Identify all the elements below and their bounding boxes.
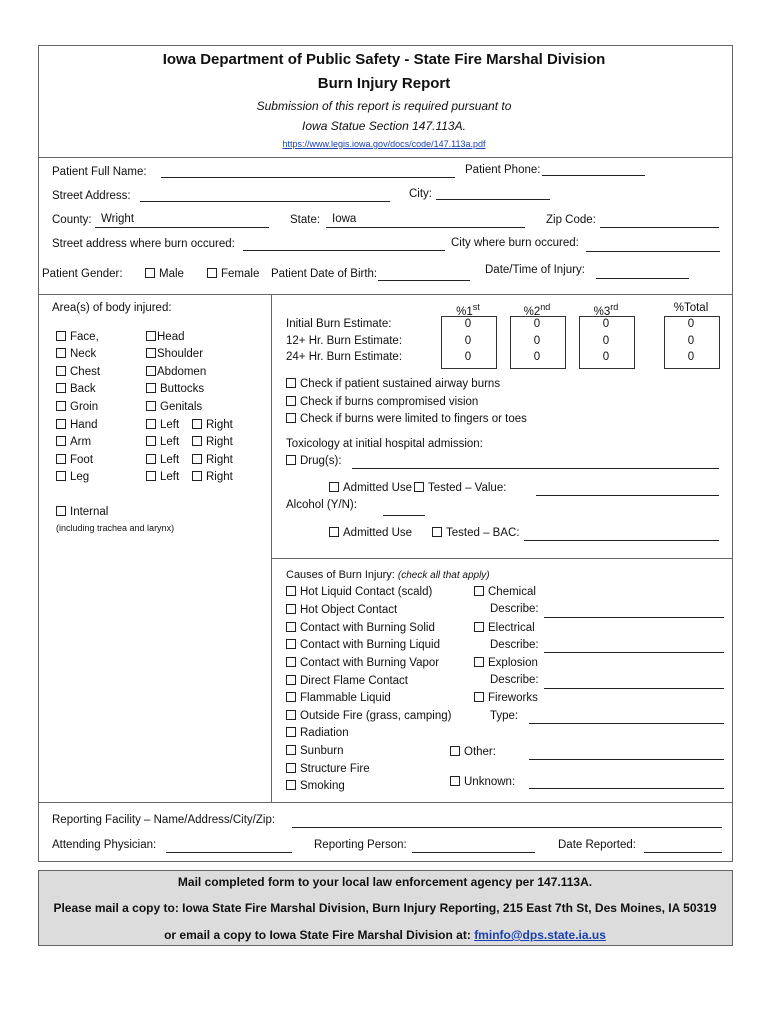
body-area-label: Groin — [70, 401, 99, 413]
cause-label: Outside Fire (grass, camping) — [300, 710, 452, 722]
estimate-value[interactable]: 0 — [602, 335, 610, 347]
body-area-label: Buttocks — [160, 383, 205, 395]
body-area-checkbox[interactable] — [146, 436, 156, 446]
body-area-option[interactable] — [56, 419, 98, 431]
zip-field[interactable] — [600, 227, 719, 228]
street-address-field[interactable] — [140, 201, 390, 202]
cause-label: Hot Object Contact — [300, 604, 398, 616]
reporting-facility-field[interactable] — [292, 827, 722, 828]
body-area-right-option[interactable] — [192, 471, 233, 483]
other-label: Other: — [464, 746, 496, 758]
fingers-toes-label: Check if burns were limited to fingers or toes — [300, 413, 527, 425]
body-area-option[interactable] — [56, 436, 91, 448]
check-fingers-toes[interactable] — [286, 413, 527, 425]
reporting-person-field[interactable] — [412, 852, 535, 853]
drug-admitted-option[interactable] — [329, 482, 412, 494]
cause-unknown[interactable] — [450, 776, 515, 788]
cause-option[interactable] — [286, 763, 370, 775]
cause-label: Radiation — [300, 727, 349, 739]
dob-label: Patient Date of Birth: — [271, 268, 378, 280]
cause-checkbox[interactable] — [286, 710, 296, 720]
body-area-checkbox[interactable] — [56, 454, 66, 464]
body-area-checkbox[interactable] — [56, 383, 66, 393]
body-area-option[interactable] — [56, 348, 96, 360]
drugs-option[interactable] — [286, 455, 342, 467]
gender-male-option[interactable] — [145, 268, 184, 280]
body-area-checkbox[interactable] — [146, 366, 156, 376]
patient-phone-field[interactable] — [542, 175, 645, 176]
date-reported-field[interactable] — [644, 852, 722, 853]
col-header-2nd-text: %2 — [523, 305, 541, 318]
cause-explosion[interactable] — [474, 657, 538, 669]
cause-checkbox[interactable] — [286, 745, 296, 755]
cause-label: Hot Liquid Contact (scald) — [300, 586, 433, 598]
burn-street-field[interactable] — [243, 250, 445, 251]
body-area-checkbox[interactable] — [56, 471, 66, 481]
body-area-option[interactable] — [146, 366, 206, 378]
electrical-label: Electrical — [488, 622, 535, 634]
cause-label: Contact with Burning Solid — [300, 622, 435, 634]
cause-checkbox[interactable] — [286, 763, 296, 773]
cause-option[interactable] — [286, 780, 345, 792]
body-area-label: Abdomen — [157, 366, 207, 378]
body-area-checkbox[interactable] — [146, 471, 156, 481]
unknown-field[interactable] — [529, 788, 724, 789]
drugs-label: Drug(s): — [300, 455, 342, 467]
body-area-option[interactable] — [146, 383, 204, 395]
county-field[interactable] — [95, 227, 269, 228]
other-field[interactable] — [529, 759, 724, 760]
cause-option[interactable] — [286, 727, 349, 739]
statute-link[interactable]: https://www.legis.iowa.gov/docs/code/147.113a.pdf — [282, 139, 486, 149]
col-header-2nd-sup: nd — [540, 302, 551, 312]
col-header-1st-text: %1 — [456, 305, 473, 318]
reporting-person-label: Reporting Person: — [314, 839, 407, 851]
body-area-internal[interactable] — [56, 506, 108, 518]
cause-label: Contact with Burning Vapor — [300, 657, 440, 669]
street-address-label: Street Address: — [52, 190, 131, 202]
gender-female-option[interactable] — [207, 268, 259, 280]
male-label: Male — [159, 268, 184, 280]
mail-instruction-1: Mail completed form to your local law enforcement agency per 147.113A. — [177, 875, 593, 889]
estimate-value[interactable]: 0 — [687, 335, 695, 347]
col-header-total: %Total — [673, 302, 709, 314]
burn-street-label: Street address where burn occured: — [52, 238, 235, 250]
body-area-option[interactable] — [56, 471, 89, 483]
drugs-field[interactable] — [352, 468, 719, 469]
right-label: Right — [206, 419, 233, 431]
internal-note: (including trachea and larynx) — [56, 523, 175, 533]
body-area-label: Arm — [70, 436, 92, 448]
email-link[interactable]: fminfo@dps.state.ia.us — [474, 928, 606, 942]
body-area-checkbox[interactable] — [146, 401, 156, 411]
burn-city-field[interactable] — [586, 251, 720, 252]
estimate-value[interactable]: 0 — [533, 318, 541, 330]
fireworks-label: Fireworks — [488, 692, 538, 704]
airway-checkbox[interactable] — [286, 378, 296, 388]
cause-other[interactable] — [450, 746, 496, 758]
body-area-label: Face, — [70, 331, 99, 343]
state-label: State: — [290, 214, 321, 226]
cause-option[interactable] — [286, 692, 391, 704]
body-area-option[interactable] — [56, 383, 96, 395]
col-header-1st-sup: st — [472, 302, 480, 312]
email-prefix: or email a copy to Iowa State Fire Marshal Division at: — [164, 928, 471, 942]
right-label: Right — [206, 471, 233, 483]
divider-causes — [271, 558, 732, 559]
bac-field[interactable] — [524, 540, 719, 541]
body-area-label: Leg — [70, 471, 90, 483]
other-checkbox[interactable] — [450, 746, 460, 756]
patient-phone-label: Patient Phone: — [465, 164, 541, 176]
estimate-value[interactable]: 0 — [687, 318, 695, 330]
body-area-label: Left — [160, 454, 180, 466]
state-value[interactable]: Iowa — [332, 213, 357, 225]
patient-name-label: Patient Full Name: — [52, 166, 147, 178]
chemical-describe-label: Describe: — [490, 603, 539, 615]
estimate-row-label: 12+ Hr. Burn Estimate: — [286, 335, 403, 347]
date-reported-label: Date Reported: — [558, 839, 636, 851]
body-area-checkbox[interactable] — [56, 366, 66, 376]
city-label: City: — [409, 188, 432, 200]
estimate-row-label: Initial Burn Estimate: — [286, 318, 392, 330]
unknown-checkbox[interactable] — [450, 776, 460, 786]
explosion-checkbox[interactable] — [474, 657, 484, 667]
drug-admitted-checkbox[interactable] — [329, 482, 339, 492]
cause-label: Direct Flame Contact — [300, 675, 409, 687]
alcohol-label: Alcohol (Y/N): — [286, 499, 357, 511]
estimate-value[interactable]: 0 — [464, 351, 472, 363]
gender-label: Patient Gender: — [42, 268, 123, 280]
body-area-label: Back — [70, 383, 96, 395]
burn-city-label: City where burn occured: — [451, 237, 579, 249]
form-subtitle: Burn Injury Report — [317, 75, 451, 92]
alcohol-admitted-label: Admitted Use — [343, 527, 413, 539]
body-area-label: Neck — [70, 348, 97, 360]
cause-option[interactable] — [286, 622, 435, 634]
electrical-checkbox[interactable] — [474, 622, 484, 632]
body-area-checkbox[interactable] — [56, 401, 66, 411]
body-area-right-option[interactable] — [192, 454, 233, 466]
alcohol-tested-label: Tested – BAC: — [446, 527, 520, 539]
cause-checkbox[interactable] — [286, 727, 296, 737]
body-area-label: Head — [157, 331, 185, 343]
physician-field[interactable] — [166, 852, 292, 853]
right-checkbox[interactable] — [192, 471, 202, 481]
body-area-label: Left — [160, 471, 180, 483]
physician-label: Attending Physician: — [52, 839, 157, 851]
right-label: Right — [206, 454, 233, 466]
drugs-checkbox[interactable] — [286, 455, 296, 465]
divider-patient — [38, 294, 732, 295]
body-area-option[interactable] — [146, 454, 179, 466]
body-area-checkbox[interactable] — [146, 419, 156, 429]
col-header-3rd-text: %3 — [593, 305, 611, 318]
estimate-value[interactable]: 0 — [464, 318, 472, 330]
body-area-checkbox[interactable] — [56, 419, 66, 429]
vision-label: Check if burns compromised vision — [300, 396, 479, 408]
body-area-option[interactable] — [146, 419, 179, 431]
body-area-option[interactable] — [56, 331, 99, 343]
body-area-label: Left — [160, 436, 180, 448]
female-checkbox[interactable] — [207, 268, 217, 278]
drug-tested-label: Tested – Value: — [428, 482, 507, 494]
estimate-value[interactable]: 0 — [464, 335, 472, 347]
chemical-checkbox[interactable] — [474, 586, 484, 596]
explosion-label: Explosion — [488, 657, 538, 669]
alcohol-field[interactable] — [383, 515, 425, 516]
reporting-facility-label: Reporting Facility – Name/Address/City/Zip: — [52, 814, 276, 826]
body-area-option[interactable] — [146, 436, 179, 448]
chemical-describe-field[interactable] — [544, 617, 724, 618]
body-area-option[interactable] — [56, 401, 98, 413]
state-field[interactable] — [326, 227, 525, 228]
body-area-option[interactable] — [56, 366, 100, 378]
estimate-value[interactable]: 0 — [533, 335, 541, 347]
county-value[interactable]: Wright — [101, 213, 135, 225]
county-label: County: — [52, 214, 92, 226]
cause-checkbox[interactable] — [286, 675, 296, 685]
chemical-label: Chemical — [488, 586, 536, 598]
cause-checkbox[interactable] — [286, 622, 296, 632]
causes-title-text: Causes of Burn Injury: — [286, 569, 395, 581]
explosion-describe-field[interactable] — [544, 688, 724, 689]
cause-label: Sunburn — [300, 745, 344, 757]
body-area-option[interactable] — [146, 331, 185, 343]
male-checkbox[interactable] — [145, 268, 155, 278]
body-area-label: Shoulder — [157, 348, 204, 360]
alcohol-tested-checkbox[interactable] — [432, 527, 442, 537]
cause-option[interactable] — [286, 657, 439, 669]
cause-option[interactable] — [286, 745, 343, 757]
body-area-option[interactable] — [146, 401, 202, 413]
check-airway[interactable] — [286, 378, 500, 390]
right-checkbox[interactable] — [192, 436, 202, 446]
cause-label: Flammable Liquid — [300, 692, 391, 704]
body-area-label: Foot — [70, 454, 94, 466]
cause-option[interactable] — [286, 675, 408, 687]
estimate-row-label: 24+ Hr. Burn Estimate: — [286, 351, 403, 363]
body-area-right-option[interactable] — [192, 436, 233, 448]
cause-fireworks[interactable] — [474, 692, 538, 704]
fireworks-type-label: Type: — [490, 710, 519, 722]
cause-checkbox[interactable] — [286, 604, 296, 614]
city-field[interactable] — [436, 199, 550, 200]
vision-checkbox[interactable] — [286, 396, 296, 406]
body-area-checkbox[interactable] — [146, 454, 156, 464]
injury-time-label: Date/Time of Injury: — [485, 264, 585, 276]
estimate-value[interactable]: 0 — [533, 351, 541, 363]
cause-electrical[interactable] — [474, 622, 535, 634]
cause-label: Smoking — [300, 780, 345, 792]
alcohol-admitted-checkbox[interactable] — [329, 527, 339, 537]
fireworks-type-field[interactable] — [529, 723, 724, 724]
zip-label: Zip Code: — [546, 214, 596, 226]
cause-option[interactable] — [286, 710, 451, 722]
drug-tested-checkbox[interactable] — [414, 482, 424, 492]
airway-label: Check if patient sustained airway burns — [300, 378, 501, 390]
mail-instruction-2: Please mail a copy to: Iowa State Fire Marshal Division, Burn Injury Reporting, 215 East 7th St, Des Moines, IA 50319 — [53, 901, 717, 915]
body-area-label: Hand — [70, 419, 98, 431]
divider-body-areas — [271, 294, 272, 802]
right-checkbox[interactable] — [192, 454, 202, 464]
explosion-describe-label: Describe: — [490, 674, 539, 686]
estimate-value[interactable]: 0 — [602, 318, 610, 330]
body-area-option[interactable] — [56, 454, 93, 466]
female-label: Female — [221, 268, 260, 280]
body-area-checkbox[interactable] — [56, 331, 66, 341]
causes-title-note: (check all that apply) — [397, 570, 490, 581]
cause-checkbox[interactable] — [286, 692, 296, 702]
fingers-toes-checkbox[interactable] — [286, 413, 296, 423]
col-header-3rd-sup: rd — [610, 302, 619, 312]
alcohol-tested-option[interactable] — [432, 527, 520, 539]
alcohol-admitted-option[interactable] — [329, 527, 412, 539]
check-vision[interactable] — [286, 396, 478, 408]
body-area-option[interactable] — [146, 348, 203, 360]
divider-header — [38, 157, 732, 158]
cause-checkbox[interactable] — [286, 639, 296, 649]
body-area-checkbox[interactable] — [56, 348, 66, 358]
body-areas-title: Area(s) of body injured: — [52, 302, 172, 314]
right-checkbox[interactable] — [192, 419, 202, 429]
statute-note-1: Submission of this report is required pursuant to — [256, 99, 512, 113]
body-area-label: Left — [160, 419, 180, 431]
body-area-checkbox[interactable] — [146, 331, 156, 341]
drug-admitted-label: Admitted Use — [343, 482, 413, 494]
cause-label: Contact with Burning Liquid — [300, 639, 440, 651]
estimate-value[interactable]: 0 — [687, 351, 695, 363]
cause-checkbox[interactable] — [286, 657, 296, 667]
body-area-label: Chest — [70, 366, 101, 378]
cause-checkbox[interactable] — [286, 780, 296, 790]
internal-checkbox[interactable] — [56, 506, 66, 516]
statute-note-2: Iowa Statue Section 147.113A. — [302, 119, 466, 133]
patient-name-field[interactable] — [161, 177, 455, 178]
internal-label: Internal — [70, 506, 109, 518]
body-area-option[interactable] — [146, 471, 179, 483]
body-area-checkbox[interactable] — [146, 383, 156, 393]
form-title: Iowa Department of Public Safety - State Fire Marshal Division — [162, 51, 606, 68]
cause-checkbox[interactable] — [286, 586, 296, 596]
cause-chemical[interactable] — [474, 586, 536, 598]
body-area-checkbox[interactable] — [56, 436, 66, 446]
drug-tested-value-field[interactable] — [536, 495, 719, 496]
drug-tested-option[interactable] — [414, 482, 506, 494]
body-area-right-option[interactable] — [192, 419, 233, 431]
electrical-describe-label: Describe: — [490, 639, 539, 651]
mail-instruction-3 — [164, 928, 606, 942]
electrical-describe-field[interactable] — [544, 652, 724, 653]
estimate-value[interactable]: 0 — [602, 351, 610, 363]
cause-label: Structure Fire — [300, 763, 370, 775]
causes-title — [286, 569, 490, 581]
cause-option[interactable] — [286, 586, 432, 598]
cause-option[interactable] — [286, 639, 440, 651]
divider-reporting — [38, 802, 732, 803]
fireworks-checkbox[interactable] — [474, 692, 484, 702]
body-area-label: Genitals — [160, 401, 203, 413]
body-area-checkbox[interactable] — [146, 348, 156, 358]
dob-field[interactable] — [378, 280, 470, 281]
toxicology-title: Toxicology at initial hospital admission: — [286, 438, 483, 450]
injury-time-field[interactable] — [596, 278, 689, 279]
right-label: Right — [206, 436, 233, 448]
unknown-label: Unknown: — [464, 776, 516, 788]
cause-option[interactable] — [286, 604, 397, 616]
